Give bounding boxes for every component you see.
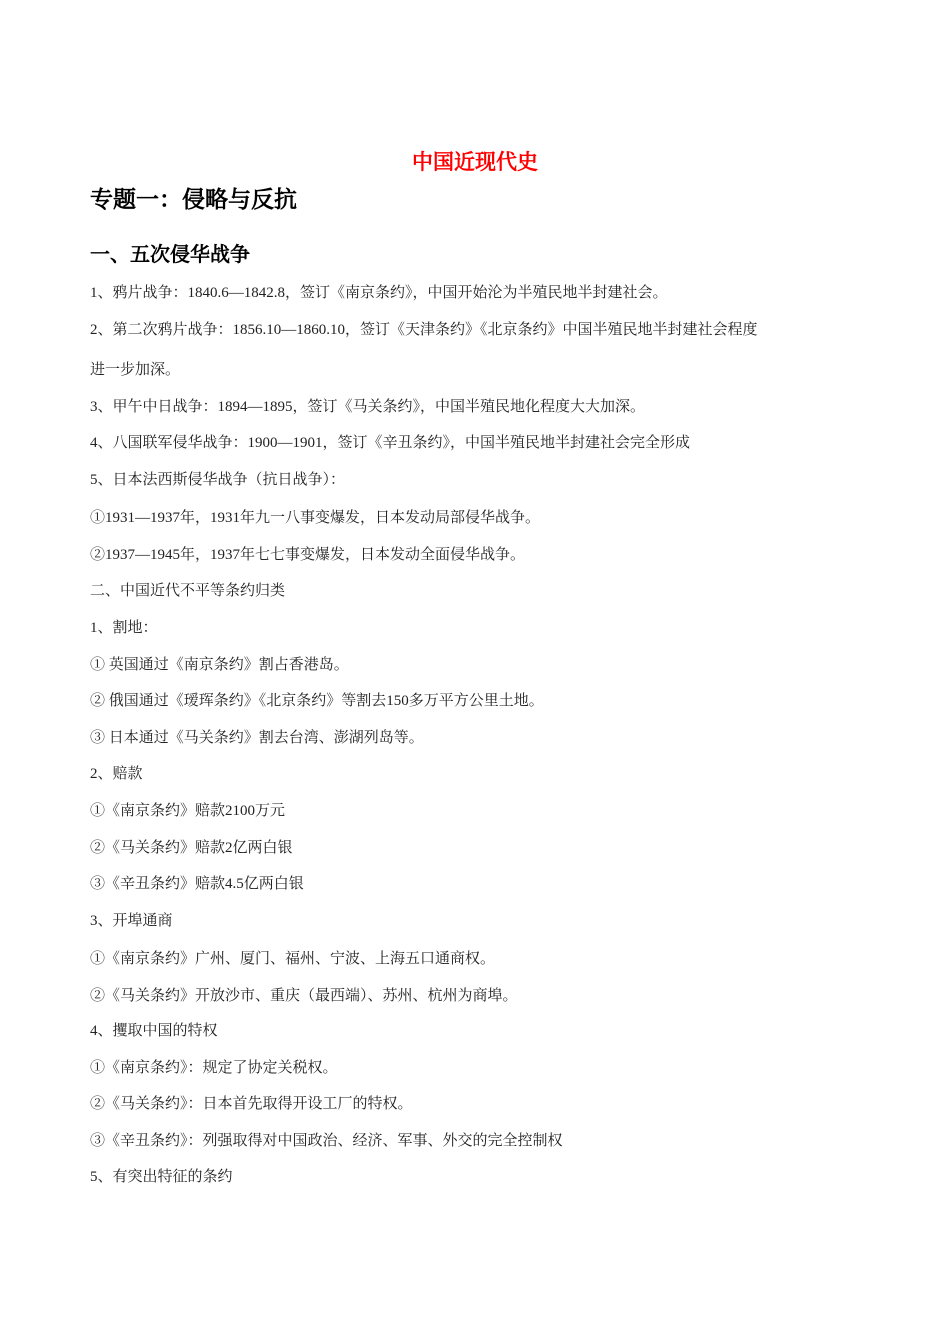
paragraph-line: ②《马关条约》赔款2亿两白银 <box>90 840 293 856</box>
paragraph-line: 5、日本法西斯侵华战争（抗日战争）： <box>90 472 346 488</box>
paragraph-line: ②1937—1945年，1937年七七事变爆发，日本发动全面侵华战争。 <box>90 547 526 563</box>
paragraph-line: ③《辛丑条约》：列强取得对中国政治、经济、军事、外交的完全控制权 <box>90 1133 563 1149</box>
paragraph-line: 2、赔款 <box>90 766 143 782</box>
topic-heading: 专题一：侵略与反抗 <box>90 187 297 213</box>
paragraph-line: 4、攫取中国的特权 <box>90 1023 218 1039</box>
paragraph-line: ① 英国通过《南京条约》割占香港岛。 <box>90 657 349 673</box>
paragraph-line: 5、有突出特征的条约 <box>90 1169 233 1185</box>
paragraph-line: ③ 日本通过《马关条约》割去台湾、澎湖列岛等。 <box>90 730 424 746</box>
paragraph-line: 3、甲午中日战争：1894—1895，签订《马关条约》，中国半殖民地化程度大大加深。 <box>90 399 646 415</box>
paragraph-line: 2、第二次鸦片战争：1856.10—1860.10，签订《天津条约》《北京条约》中国半殖民地半封建社会程度 <box>90 322 758 338</box>
paragraph-line: ②《马关条约》：日本首先取得开设工厂的特权。 <box>90 1096 413 1112</box>
paragraph-line: ①1931—1937年，1931年九一八事变爆发，日本发动局部侵华战争。 <box>90 510 541 526</box>
paragraph-line: 进一步加深。 <box>90 362 181 378</box>
paragraph-line: 3、开埠通商 <box>90 913 173 929</box>
paragraph-line: ② 俄国通过《瑷珲条约》《北京条约》等割去150多万平方公里土地。 <box>90 693 544 709</box>
section-heading: 一、五次侵华战争 <box>90 242 250 266</box>
paragraph-line: ③《辛丑条约》赔款4.5亿两白银 <box>90 876 304 892</box>
paragraph-line: ②《马关条约》开放沙市、重庆（最西端）、苏州、杭州为商埠。 <box>90 988 518 1004</box>
paragraph-line: ①《南京条约》赔款2100万元 <box>90 803 286 819</box>
paragraph-line: ①《南京条约》：规定了协定关税权。 <box>90 1060 338 1076</box>
paragraph-line: 1、鸦片战争：1840.6—1842.8，签订《南京条约》，中国开始沦为半殖民地半封建社会。 <box>90 285 668 301</box>
paragraph-line: 1、割地： <box>90 620 158 636</box>
paragraph-line: 4、八国联军侵华战争：1900—1901，签订《辛丑条约》，中国半殖民地半封建社会完全形成 <box>90 435 691 451</box>
paragraph-line: 二、中国近代不平等条约归类 <box>90 583 286 599</box>
paragraph-line: ①《南京条约》广州、厦门、福州、宁波、上海五口通商权。 <box>90 951 496 967</box>
document-title: 中国近现代史 <box>412 150 538 174</box>
